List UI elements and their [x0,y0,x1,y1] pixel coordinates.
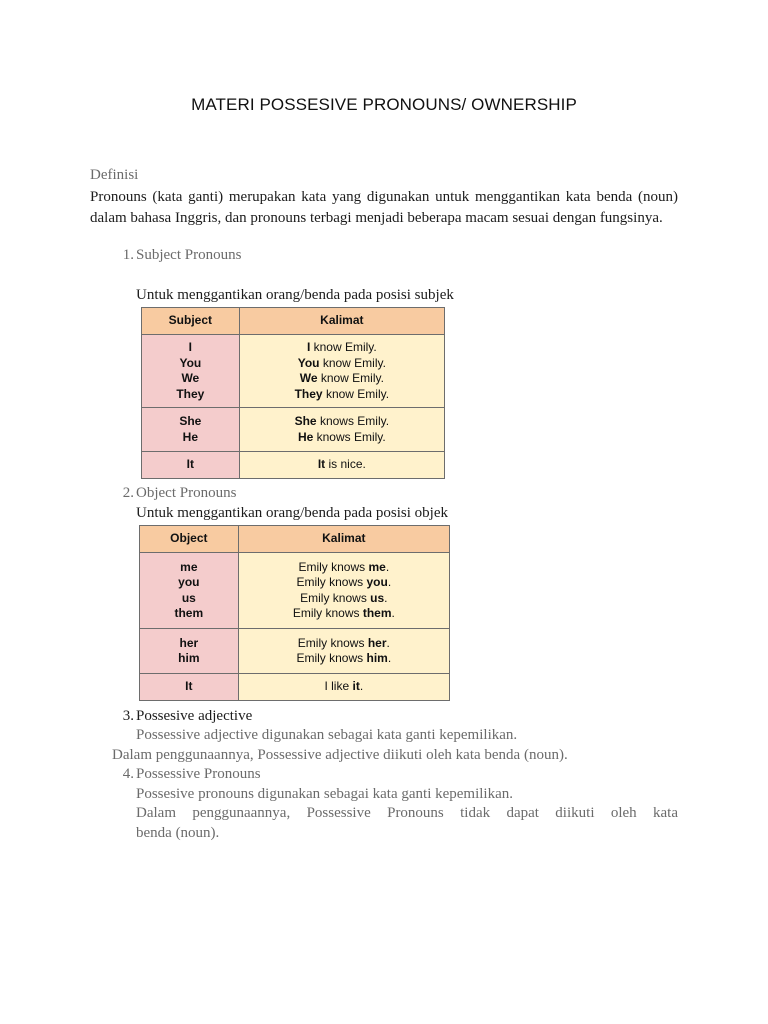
sentence-text: . [385,559,390,574]
pronoun: me [180,559,198,574]
pronoun: It [186,457,195,472]
table-row [142,335,445,408]
list-heading: Subject Pronouns [136,247,242,263]
list-number: 2. [122,485,134,501]
sentence-text: . [387,575,392,589]
pronoun-cell [140,674,239,701]
possesive-adjective-line-2: Dalam penggunaannya, Possessive adjective diikuti oleh kata benda (noun). [112,747,568,763]
sentence-cell [238,629,449,674]
table-row [142,408,445,452]
list-number: 3. [122,708,134,724]
sentence-text: . [387,651,392,665]
example-sentence [243,560,445,576]
list-number: 1. [122,247,134,263]
definition-heading: Definisi [90,167,139,183]
example-sentence [244,457,440,473]
example-sentence [243,606,445,622]
sentence-text: . [391,606,395,620]
example-sentence [244,371,440,387]
sentence-text: know Emily. [317,371,384,385]
table-header-kalimat: Kalimat [239,308,444,335]
example-sentence [244,356,440,372]
pronoun: We [181,371,200,385]
sentence-pronoun: I [306,340,311,354]
example-sentence [243,636,445,652]
table-header-kalimat: Kalimat [238,526,449,553]
pronoun-cell [140,629,239,674]
page-title: MATERI POSSESIVE PRONOUNS/ OWNERSHIP [191,95,577,114]
sentence-cell [238,674,449,701]
sentence-text: . [384,590,388,605]
table-header-row [142,308,445,335]
sentence-pronoun: He [297,429,314,444]
sentence-pronoun: You [297,355,320,370]
pronoun: I [188,340,193,354]
possessive-pronouns-line-2: Dalam penggunaannya, Possessive Pronouns tidak dapat diikuti oleh kata [136,805,678,821]
pronoun: us [181,590,196,605]
sentence-pronoun: it [352,679,360,694]
sentence-text: Emily knows [298,559,369,574]
pronoun: You [179,355,202,370]
sentence-text: Emily knows [296,651,367,665]
sentence-cell [239,452,444,479]
example-sentence [243,575,445,591]
pronoun: She [179,414,202,428]
sentence-pronoun: them [362,606,392,620]
sentence-pronoun: She [294,414,317,428]
object-pronouns-table [139,525,450,701]
example-sentence [244,430,440,446]
example-sentence [244,387,440,403]
sentence-text: Emily knows [297,635,368,650]
pronoun: They [176,386,205,401]
pronoun: them [174,606,204,620]
table-row [142,452,445,479]
sentence-pronoun: him [366,651,388,665]
sentence-pronoun: We [299,371,318,385]
table-row [140,553,450,629]
sentence-cell [239,335,444,408]
possesive-adjective-line-1: Possessive adjective digunakan sebagai kata ganti kepemilikan. [136,727,518,743]
example-sentence [243,679,445,695]
pronoun-cell [140,553,239,629]
pronoun-cell [142,408,240,452]
sentence-text: . [359,679,364,694]
pronoun: her [179,635,199,650]
sentence-text: Emily knows [300,590,371,605]
sentence-pronoun: us [370,590,385,605]
pronoun-cell [142,452,240,479]
list-heading: Possesive adjective [136,708,253,724]
sentence-cell [238,553,449,629]
sentence-pronoun: me [368,559,386,574]
pronoun: It [185,679,193,694]
possessive-pronouns-line-3: benda (noun). [136,825,220,841]
subject-pronouns-table [141,307,445,479]
table-row [140,629,450,674]
sentence-text: know Emily. [319,355,386,370]
possessive-pronouns-line-1: Possesive pronouns digunakan sebagai kata ganti kepemilikan. [136,786,513,802]
pronoun: He [182,429,199,444]
table-header-object: Object [140,526,239,553]
pronoun: him [178,651,200,665]
definition-paragraph: Pronouns (kata ganti) merupakan kata yang digunakan untuk menggantikan kata benda (noun) dalam bahasa Inggris, dan pronouns terbagi menjadi beberapa macam sesuai dengan fungsinya. [90,189,678,226]
table-row [140,674,450,701]
example-sentence [243,651,445,667]
sentence-text: know Emily. [322,386,390,401]
pronoun: you [178,575,200,589]
subject-description: Untuk menggantikan orang/benda pada posisi subjek [136,287,454,303]
sentence-text: Emily knows [292,606,363,620]
sentence-text: . [386,635,390,650]
example-sentence [244,340,440,356]
sentence-text: Emily knows [296,575,367,589]
list-heading: Possessive Pronouns [136,766,261,782]
example-sentence [243,591,445,607]
example-sentence [244,414,440,430]
sentence-text: I like [324,679,353,694]
sentence-pronoun: It [317,457,326,472]
sentence-text: knows Emily. [313,429,386,444]
sentence-pronoun: you [366,575,388,589]
table-header-row [140,526,450,553]
pronoun-cell [142,335,240,408]
table-header-subject: Subject [142,308,240,335]
sentence-pronoun: They [294,386,323,401]
list-number: 4. [122,766,134,782]
sentence-text: is nice. [325,457,366,472]
sentence-text: knows Emily. [316,414,390,428]
object-description: Untuk menggantikan orang/benda pada posisi objek [136,505,449,521]
sentence-cell [239,408,444,452]
list-heading: Object Pronouns [136,485,237,501]
sentence-text: know Emily. [310,340,377,354]
sentence-pronoun: her [367,635,387,650]
